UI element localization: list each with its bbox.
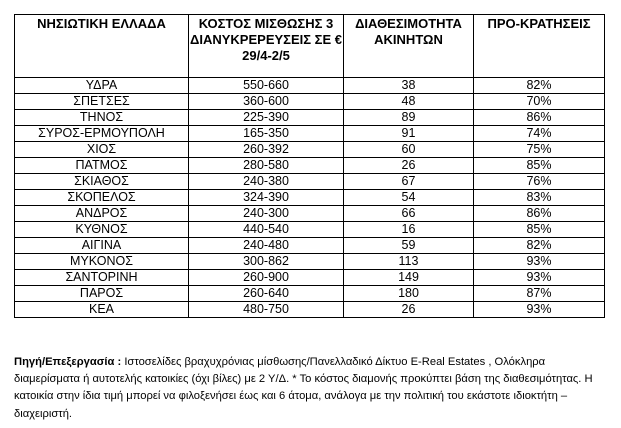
rental-table <box>14 14 605 318</box>
header-row <box>15 15 605 78</box>
cell-bookings: 85% <box>474 222 605 238</box>
table-row <box>15 206 605 222</box>
cell-availability: 113 <box>344 254 474 270</box>
header-availability: ΔΙΑΘΕΣΙΜΟΤΗΤΑ ΑΚΙΝΗΤΩΝ <box>344 15 474 78</box>
footnote <box>14 354 608 423</box>
cell-bookings: 93% <box>474 254 605 270</box>
cell-cost: 240-480 <box>189 238 344 254</box>
table-row <box>15 270 605 286</box>
cell-bookings: 75% <box>474 142 605 158</box>
cell-cost: 225-390 <box>189 110 344 126</box>
cell-island: ΧΙΟΣ <box>15 142 189 158</box>
cell-island: ΠΑΡΟΣ <box>15 286 189 302</box>
cell-cost: 240-300 <box>189 206 344 222</box>
cell-cost: 240-380 <box>189 174 344 190</box>
cell-cost: 360-600 <box>189 94 344 110</box>
cell-bookings: 83% <box>474 190 605 206</box>
cell-island: ΤΗΝΟΣ <box>15 110 189 126</box>
cell-island: ΣΥΡΟΣ-ΕΡΜΟΥΠΟΛΗ <box>15 126 189 142</box>
header-bookings: ΠΡΟ-ΚΡΑΤΗΣΕΙΣ <box>474 15 605 78</box>
cell-cost: 165-350 <box>189 126 344 142</box>
cell-cost: 324-390 <box>189 190 344 206</box>
cell-availability: 48 <box>344 94 474 110</box>
table-body <box>15 78 605 318</box>
cell-bookings: 86% <box>474 110 605 126</box>
cell-cost: 550-660 <box>189 78 344 94</box>
table-row <box>15 190 605 206</box>
cell-availability: 54 <box>344 190 474 206</box>
cell-availability: 149 <box>344 270 474 286</box>
cell-cost: 260-392 <box>189 142 344 158</box>
table-row <box>15 126 605 142</box>
cell-cost: 440-540 <box>189 222 344 238</box>
cell-bookings: 85% <box>474 158 605 174</box>
cell-bookings: 86% <box>474 206 605 222</box>
cell-island: ΑΙΓΙΝΑ <box>15 238 189 254</box>
table-row <box>15 254 605 270</box>
cell-availability: 180 <box>344 286 474 302</box>
cell-bookings: 76% <box>474 174 605 190</box>
cell-cost: 480-750 <box>189 302 344 318</box>
cell-island: ΠΑΤΜΟΣ <box>15 158 189 174</box>
cell-availability: 67 <box>344 174 474 190</box>
table-row <box>15 302 605 318</box>
cell-cost: 300-862 <box>189 254 344 270</box>
footnote-source-label: Πηγή/Επεξεργασία : <box>14 356 122 368</box>
cell-bookings: 93% <box>474 302 605 318</box>
cell-island: ΣΚΟΠΕΛΟΣ <box>15 190 189 206</box>
table-row <box>15 110 605 126</box>
table-row <box>15 174 605 190</box>
cell-island: ΣΠΕΤΣΕΣ <box>15 94 189 110</box>
cell-island: ΚΕΑ <box>15 302 189 318</box>
cell-availability: 60 <box>344 142 474 158</box>
table-row <box>15 158 605 174</box>
header-island: ΝΗΣΙΩΤΙΚΗ ΕΛΛΑΔΑ <box>15 15 189 78</box>
header-cost: ΚΟΣΤΟΣ ΜΙΣΘΩΣΗΣ 3 ΔΙΑΝΥΚΡΕΡΕΥΣΕΙΣ ΣΕ € 29/4-2/5 <box>189 15 344 78</box>
cell-availability: 26 <box>344 158 474 174</box>
cell-availability: 91 <box>344 126 474 142</box>
cell-island: ΥΔΡΑ <box>15 78 189 94</box>
cell-bookings: 87% <box>474 286 605 302</box>
table-row <box>15 94 605 110</box>
table-row <box>15 238 605 254</box>
cell-availability: 89 <box>344 110 474 126</box>
cell-availability: 16 <box>344 222 474 238</box>
cell-island: ΑΝΔΡΟΣ <box>15 206 189 222</box>
footnote-text: Ιστοσελίδες βραχυχρόνιας μίσθωσης/Πανελλαδικό Δίκτυο E-Real Estates , Ολόκληρα διαμερίσματα ή αυτοτελής κατοικίες (όχι βίλες) με 2 Υ/Δ. * Το κόστος διαμονής προκύπτει βάση της διαθεσιμότητας. Η κατοικία στην ίδια τιμή μπορεί να φιλοξενήσει έως και 6 άτομα, ανάλογα με την πολιτική του εκάστοτε ιδιοκτήτη – διαχειριστή. <box>14 356 593 420</box>
table-row <box>15 142 605 158</box>
cell-island: ΚΥΘΝΟΣ <box>15 222 189 238</box>
cell-island: ΜΥΚΟΝΟΣ <box>15 254 189 270</box>
cell-bookings: 82% <box>474 238 605 254</box>
cell-cost: 260-640 <box>189 286 344 302</box>
cell-island: ΣΚΙΑΘΟΣ <box>15 174 189 190</box>
cell-bookings: 93% <box>474 270 605 286</box>
cell-island: ΣΑΝΤΟΡΙΝΗ <box>15 270 189 286</box>
cell-cost: 280-580 <box>189 158 344 174</box>
cell-bookings: 74% <box>474 126 605 142</box>
cell-availability: 66 <box>344 206 474 222</box>
cell-bookings: 70% <box>474 94 605 110</box>
cell-availability: 59 <box>344 238 474 254</box>
table-row <box>15 78 605 94</box>
table-row <box>15 286 605 302</box>
table-row <box>15 222 605 238</box>
cell-cost: 260-900 <box>189 270 344 286</box>
cell-availability: 38 <box>344 78 474 94</box>
cell-availability: 26 <box>344 302 474 318</box>
cell-bookings: 82% <box>474 78 605 94</box>
